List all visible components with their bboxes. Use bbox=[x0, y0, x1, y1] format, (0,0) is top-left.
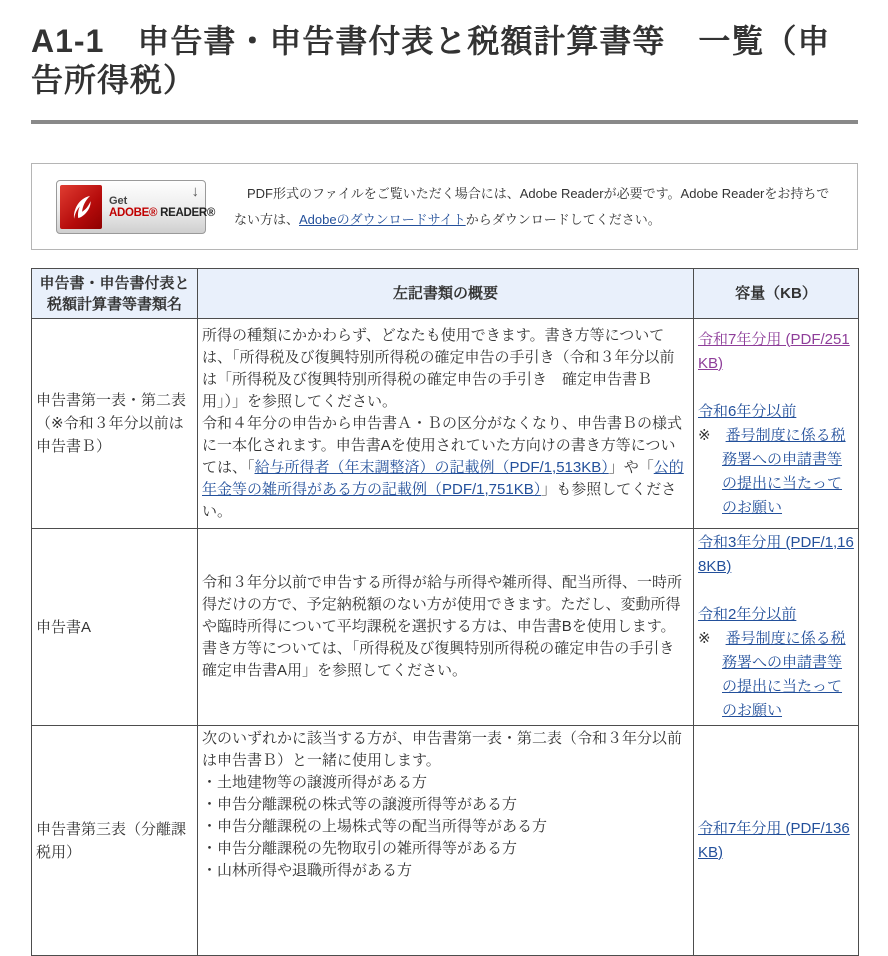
table-header-row bbox=[32, 269, 859, 319]
table-row bbox=[32, 529, 859, 726]
adobe-reader-notice bbox=[31, 163, 858, 250]
year-pdf-link[interactable]: 令和6年分以前 bbox=[698, 402, 797, 420]
summary-text: 次のいずれかに該当する方が、申告書第一表・第二表（令和３年分以前は申告書Ｂ）と一緒に使用します。 bbox=[202, 730, 683, 770]
capacity-cell bbox=[694, 726, 859, 956]
summary-text: ・土地建物等の譲渡所得がある方 bbox=[202, 774, 428, 792]
forms-table bbox=[31, 268, 859, 956]
download-arrow-icon: ↓ bbox=[191, 182, 199, 200]
summary-text: ・申告分離課税の上場株式等の配当所得等がある方 bbox=[202, 818, 548, 836]
pdf-example-link[interactable]: 公的年金等の雑所得がある方の記載例（PDF/1,751KB） bbox=[202, 458, 684, 498]
note-marker: ※ bbox=[698, 630, 726, 648]
table-row bbox=[32, 726, 859, 956]
adobe-notice-text bbox=[234, 181, 840, 233]
badge-text bbox=[109, 193, 215, 221]
adobe-reader-feather-icon bbox=[60, 185, 102, 229]
capacity-cell bbox=[694, 319, 859, 529]
header-summary: 左記書類の概要 bbox=[198, 269, 694, 319]
summary-text: 令和３年分以前で申告する所得が給与所得や雑所得、配当所得、一時所得だけの方で、予定納税額のない方が使用できます。ただし、変動所得や臨時所得について平均課税を選択する方は、申告書Bを使用します。書き方等については、「所得税及び復興特別所得税の確定申告の手引き 確定申告書A用」を参照してください。 bbox=[202, 574, 690, 680]
mynumber-note bbox=[698, 627, 854, 723]
form-name-cell: 申告書第三表（分離課税用） bbox=[32, 726, 198, 956]
header-form-name: 申告書・申告書付表と税額計算書等書類名 bbox=[32, 269, 198, 319]
mynumber-notice-link[interactable]: 番号制度に係る税務署への申請書等の提出に当たってのお願い bbox=[722, 630, 846, 720]
year-pdf-link[interactable]: 令和7年分用 (PDF/136KB) bbox=[698, 819, 850, 861]
summary-text: ・申告分離課税の株式等の譲渡所得等がある方 bbox=[202, 796, 518, 814]
form-name-cell: 申告書A bbox=[32, 529, 198, 726]
note-marker: ※ bbox=[698, 426, 726, 444]
badge-get-label: Get bbox=[109, 194, 128, 207]
year-pdf-link[interactable]: 令和7年分用 (PDF/251KB) bbox=[698, 330, 850, 372]
form-name-cell: 申告書第一表・第二表（※令和３年分以前は申告書Ｂ） bbox=[32, 319, 198, 529]
summary-text: 令和４年分の申告から申告書Ａ・Ｂの区分がなくなり、申告書Ｂの様式に一本化されます。申告書Aを使用されていた方向けの書き方等については、「 bbox=[202, 414, 683, 476]
table-row bbox=[32, 319, 859, 529]
mynumber-note bbox=[698, 424, 854, 520]
form-summary-cell bbox=[198, 726, 694, 956]
capacity-cell bbox=[694, 529, 859, 726]
header-capacity: 容量（KB） bbox=[694, 269, 859, 319]
spacer bbox=[698, 579, 854, 603]
mynumber-notice-link[interactable]: 番号制度に係る税務署への申請書等の提出に当たってのお願い bbox=[722, 426, 846, 516]
spacer bbox=[698, 376, 854, 400]
summary-text: ・申告分離課税の先物取引の雑所得等がある方 bbox=[202, 840, 518, 858]
year-pdf-link[interactable]: 令和2年分以前 bbox=[698, 606, 797, 624]
pdf-example-link[interactable]: 給与所得者（年末調整済）の記載例（PDF/1,513KB） bbox=[254, 458, 609, 476]
adobe-notice-text-after: からダウンロードしてください。 bbox=[465, 211, 661, 227]
year-pdf-link[interactable]: 令和3年分用 (PDF/1,168KB) bbox=[698, 534, 854, 576]
page-title: A1-1 申告書・申告書付表と税額計算書等 一覧（申告所得税） bbox=[31, 23, 831, 99]
form-summary-cell bbox=[198, 319, 694, 529]
summary-text: ・山林所得や退職所得がある方 bbox=[202, 862, 413, 880]
title-divider bbox=[31, 120, 858, 124]
summary-text: 」も参照してください。 bbox=[202, 480, 677, 520]
summary-text: 」や「 bbox=[608, 458, 654, 476]
get-adobe-reader-badge[interactable] bbox=[56, 180, 216, 234]
badge-brand-label: ADOBE® READER® bbox=[109, 207, 216, 220]
summary-text: 所得の種類にかかわらず、どなたも使用できます。書き方等については、「所得税及び復興特別所得税の確定申告の手引き（令和３年分以前は「所得税及び復興特別所得税の確定申告の手引き 確定申告書Ｂ用」）」を参照してください。 bbox=[202, 326, 675, 410]
form-summary-cell bbox=[198, 529, 694, 726]
adobe-notice-text-before: PDF形式のファイルをご覧いただく場合には、Adobe Readerが必要です。Adobe Readerをお持ちでない方は、 bbox=[234, 185, 830, 227]
adobe-download-site-link[interactable]: Adobeのダウンロードサイト bbox=[299, 211, 466, 227]
